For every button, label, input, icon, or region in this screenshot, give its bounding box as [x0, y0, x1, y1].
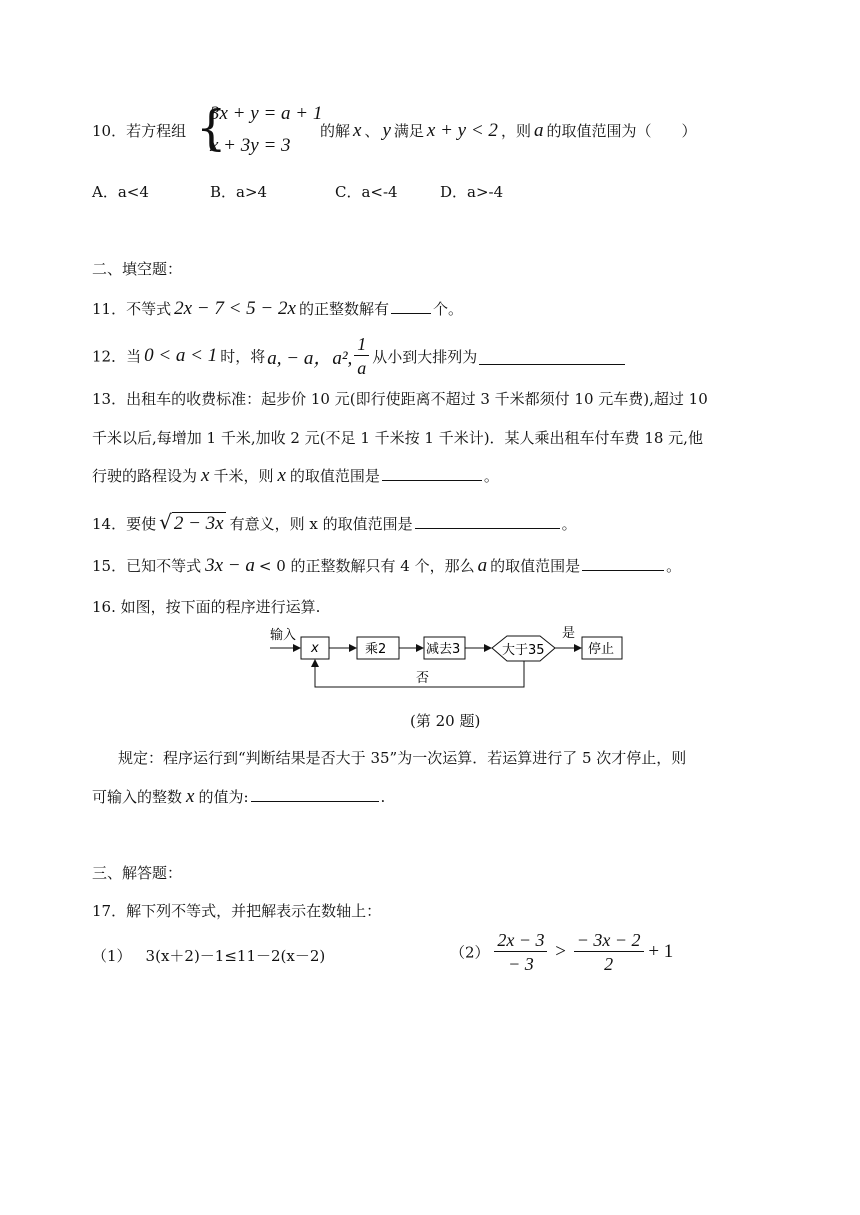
q16-rule2c: .	[380, 788, 386, 806]
q12-terms: a, − a，a²,	[267, 347, 353, 369]
option-d: D．a>-4	[440, 183, 504, 201]
system-brace: {	[196, 100, 227, 156]
box-multiply-label: 乘2	[365, 642, 387, 657]
yes-label: 是	[562, 626, 576, 641]
q17-p2-den2: 2	[604, 954, 614, 974]
q10-middle1: 的解	[320, 122, 351, 140]
q15-mid: < 0 的正整数解只有 4 个，那么	[258, 557, 475, 575]
q14-radicand: 2 − 3x	[173, 513, 224, 534]
q12-blank[interactable]	[479, 348, 625, 365]
q17-title: 17．解下列不等式，并把解表示在数轴上：	[92, 902, 382, 920]
q11-prefix: 11．不等式	[92, 300, 172, 318]
q13-var-x-2: x	[277, 465, 286, 486]
q14	[92, 510, 577, 535]
var-a: a	[533, 120, 544, 141]
q13-var-x: x	[201, 465, 210, 486]
q12-mid: 时，将	[220, 347, 266, 366]
var-y: y	[382, 120, 391, 141]
q17-p2-den1: − 3	[508, 954, 534, 974]
q13-line3d: 。	[483, 467, 499, 485]
q15-expression: 3x − a	[205, 555, 255, 576]
q17-p2-num2: − 3x − 2	[574, 930, 644, 952]
q15-blank[interactable]	[582, 554, 664, 571]
section-3-heading: 三、解答题：	[92, 864, 183, 882]
q12	[92, 334, 627, 378]
option-b: B．a>4	[210, 183, 268, 201]
q14-end: 。	[561, 515, 577, 533]
sqrt-sign: √	[159, 510, 172, 534]
q16-blank[interactable]	[251, 785, 379, 802]
q16-rule2a: 可输入的整数	[92, 788, 183, 806]
q16-var-x: x	[186, 786, 195, 807]
no-label: 否	[416, 671, 430, 686]
option-a: A．a<4	[92, 183, 149, 201]
q10-middle3: ，则	[500, 122, 531, 140]
q17-part2	[450, 930, 673, 974]
q13-blank[interactable]	[382, 464, 482, 481]
equation-1: 3x + y = a + 1	[210, 103, 323, 124]
box-x-label: x	[311, 641, 319, 656]
q10-sep: 、	[364, 122, 380, 140]
q10-condition: x + y < 2	[426, 120, 498, 141]
q15-prefix: 15．已知不等式	[92, 557, 202, 575]
q17-p1-label: （1）	[92, 947, 132, 965]
q17-p2-fraction-2	[574, 930, 644, 974]
q17-p2-operator: >	[555, 941, 566, 962]
q17-p2-label: （2）	[450, 943, 490, 962]
q12-condition: 0 < a < 1	[144, 345, 218, 366]
q13-line3c: 的取值范围是	[289, 467, 380, 485]
q14-suffix: 有意义，则 x 的取值范围是	[229, 515, 413, 533]
q10-suffix: 的取值范围为（ ）	[546, 122, 697, 140]
q15-var-a: a	[477, 555, 488, 576]
q17-p2-tail: + 1	[648, 941, 674, 962]
q12-frac-den: a	[357, 358, 367, 378]
q16-rule-line1: 规定：程序运行到“判断结果是否大于 35”为一次运算．若运算进行了 5 次才停止，则	[118, 749, 687, 767]
decision-label: 大于35	[502, 643, 545, 658]
q16-rule2b: 的值为:	[198, 788, 249, 806]
box-subtract-label: 减去3	[426, 642, 461, 657]
q11-expression: 2x − 7 < 5 − 2x	[174, 298, 296, 319]
q14-blank[interactable]	[415, 512, 560, 529]
section-2-heading: 二、填空题：	[92, 260, 183, 278]
q15-suffix: 的取值范围是	[490, 557, 581, 575]
q12-suffix: 从小到大排列为	[372, 347, 478, 366]
figure-caption: (第 20 题)	[410, 712, 481, 730]
equation-2: x + 3y = 3	[210, 135, 291, 156]
q13-line2: 千米以后,每增加 1 千米,加收 2 元(不足 1 千米按 1 千米计)．某人乘出租车付车费 18 元,他	[92, 429, 703, 447]
q17-p2-fraction-1	[494, 930, 547, 974]
q11-suffix1: 的正整数解有	[298, 300, 389, 318]
q12-prefix: 12．当	[92, 347, 142, 366]
q12-frac-num: 1	[354, 334, 369, 356]
q15-end: 。	[666, 557, 682, 575]
q11-suffix2: 个。	[432, 300, 463, 318]
q12-fraction	[354, 334, 369, 378]
flowchart	[268, 624, 628, 694]
flow-input-label: 输入	[270, 628, 297, 643]
q10-prefix: 10．若方程组	[92, 122, 187, 140]
option-c: C．a<-4	[335, 183, 398, 201]
q13-line3a: 行驶的路程设为	[92, 467, 198, 485]
q17-part1	[92, 945, 325, 966]
q13-line1: 13．出租车的收费标准：起步价 10 元(即行使距离不超过 3 千米都须付 10 元车费),超过 10	[92, 390, 708, 408]
q17-p2-num1: 2x − 3	[494, 930, 547, 952]
q16-rule-line2	[92, 785, 385, 808]
q14-prefix: 14．要使	[92, 515, 157, 533]
q11	[92, 297, 463, 320]
q13-line3b: 千米，则	[213, 467, 274, 485]
q10-middle	[320, 120, 696, 142]
var-x: x	[353, 120, 362, 141]
q15	[92, 554, 681, 577]
q11-blank[interactable]	[391, 297, 431, 314]
q17-p1-expression: 3(x＋2)－1≤11－2(x－2)	[145, 947, 326, 965]
q13-line3	[92, 464, 499, 487]
q10-middle2: 满足	[393, 122, 424, 140]
box-stop-label: 停止	[588, 642, 615, 657]
q16-title: 16. 如图，按下面的程序进行运算.	[92, 598, 321, 616]
